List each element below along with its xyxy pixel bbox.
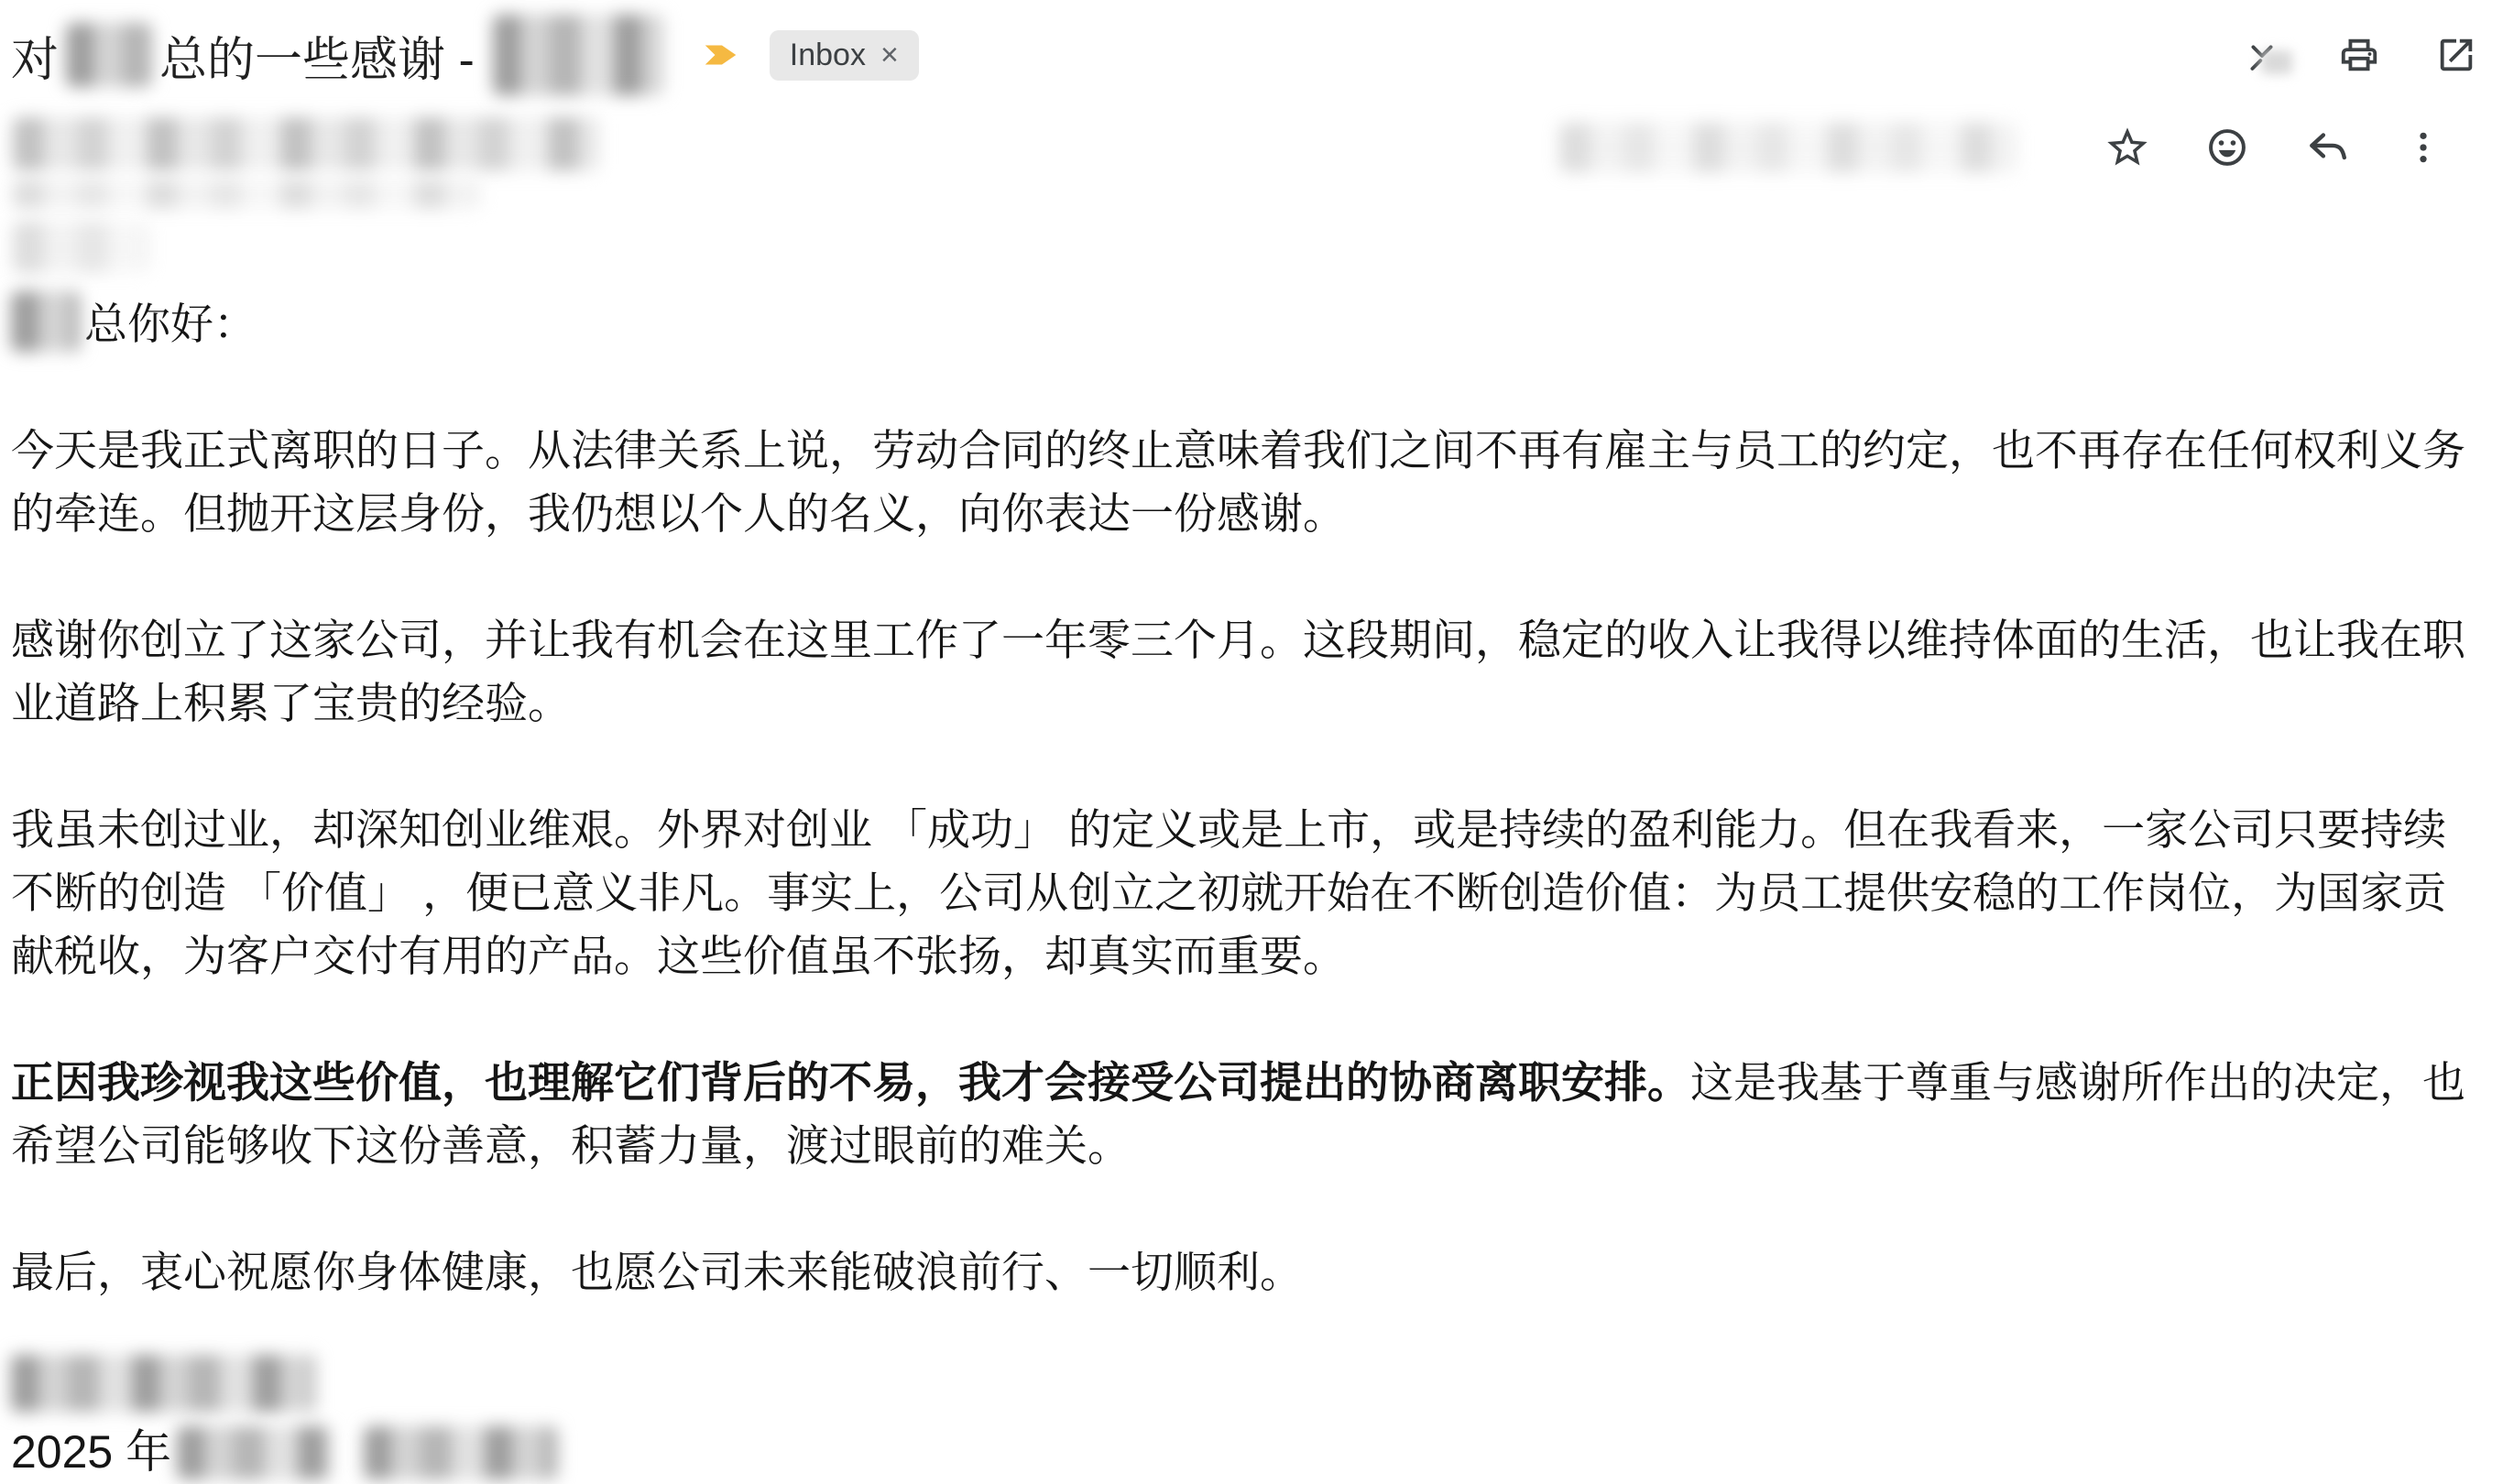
redacted-signature-day-blur xyxy=(364,1426,558,1479)
more-vert-icon[interactable] xyxy=(2402,126,2444,169)
greeting-text: 总你好： xyxy=(84,300,257,348)
email-body xyxy=(0,291,2503,1484)
subject-text-lead: 对 xyxy=(11,33,60,87)
paragraph-5: 最后，衷心祝愿你身体健康，也愿公司未来能破浪前行、一切顺利。 xyxy=(11,1248,1303,1296)
email-subject xyxy=(11,15,663,95)
redacted-to-me-blur xyxy=(13,222,148,273)
collapse-icon[interactable] xyxy=(2241,34,2283,76)
redacted-subject-name-blur xyxy=(66,23,152,87)
redacted-date-blur xyxy=(1559,123,2017,172)
sender-info-redacted[interactable] xyxy=(13,117,599,273)
redacted-icon-blur xyxy=(2261,50,2292,74)
print-icon[interactable] xyxy=(2338,34,2380,76)
greeting-line xyxy=(11,291,2488,355)
star-icon[interactable] xyxy=(2104,124,2151,171)
paragraph-2: 感谢你创立了这家公司，并让我有机会在这里工作了一年零三个月。这段期间，稳定的收入让我得以维持体面的生活，也让我在职业道路上积累了宝贵的经验。 xyxy=(11,616,2465,727)
inbox-label-chip[interactable] xyxy=(770,30,919,81)
emoji-icon[interactable] xyxy=(2204,125,2250,170)
message-header-actions xyxy=(1559,123,2444,172)
inbox-label-text: Inbox xyxy=(789,37,866,72)
message-toolbar xyxy=(2241,34,2477,76)
open-in-new-icon[interactable] xyxy=(2435,34,2477,76)
paragraph-4 xyxy=(11,1051,2488,1177)
paragraph-4-rest: 这是我基于尊重与感谢所作出的决定，也希望公司能够收下这份善意，积蓄力量，渡过眼前的难关。 xyxy=(11,1058,2465,1170)
paragraph-4-bold: 正因我珍视我这些价值，也理解它们背后的不易，我才会接受公司提出的协商离职安排。 xyxy=(11,1058,1690,1107)
importance-marker-icon[interactable] xyxy=(700,34,742,76)
redacted-sender-blur xyxy=(13,117,599,170)
redacted-recipient-blur xyxy=(13,180,480,209)
paragraph-1: 今天是我正式离职的日子。从法律关系上说，劳动合同的终止意味着我们之间不再有雇主与员工的约定，也不再存在任何权利义务的牵连。但抛开这层身份，我仍想以个人的名义，向你表达一份感谢。 xyxy=(11,426,2465,538)
redacted-signature-name-blur xyxy=(11,1355,315,1412)
subject-text-tail: 总的一些感谢 - xyxy=(159,33,475,87)
signature-date-line xyxy=(11,1421,2488,1484)
message-header xyxy=(0,95,2503,273)
redacted-greeting-name-blur xyxy=(11,291,81,352)
inbox-label-remove-icon[interactable]: × xyxy=(880,37,899,72)
redacted-signature-month-blur xyxy=(177,1426,331,1479)
signature-year-text: 2025 年 xyxy=(11,1426,172,1478)
subject-row xyxy=(0,0,2503,95)
reply-icon[interactable] xyxy=(2303,125,2349,170)
paragraph-3: 我虽未创过业，却深知创业维艰。外界对创业 「成功」 的定义或是上市，或是持续的盈利能力。但在我看来，一家公司只要持续不断的创造 「价值」 ，便已意义非凡。事实上，公司从创立之初就开始在不断创造价值：为员工提供安稳的工作岗位，为国家贡献税收，为客户交付有用的产品。这些价值虽不张扬，却真实而重要。 xyxy=(11,805,2447,980)
redacted-subject-suffix-blur xyxy=(493,15,663,95)
